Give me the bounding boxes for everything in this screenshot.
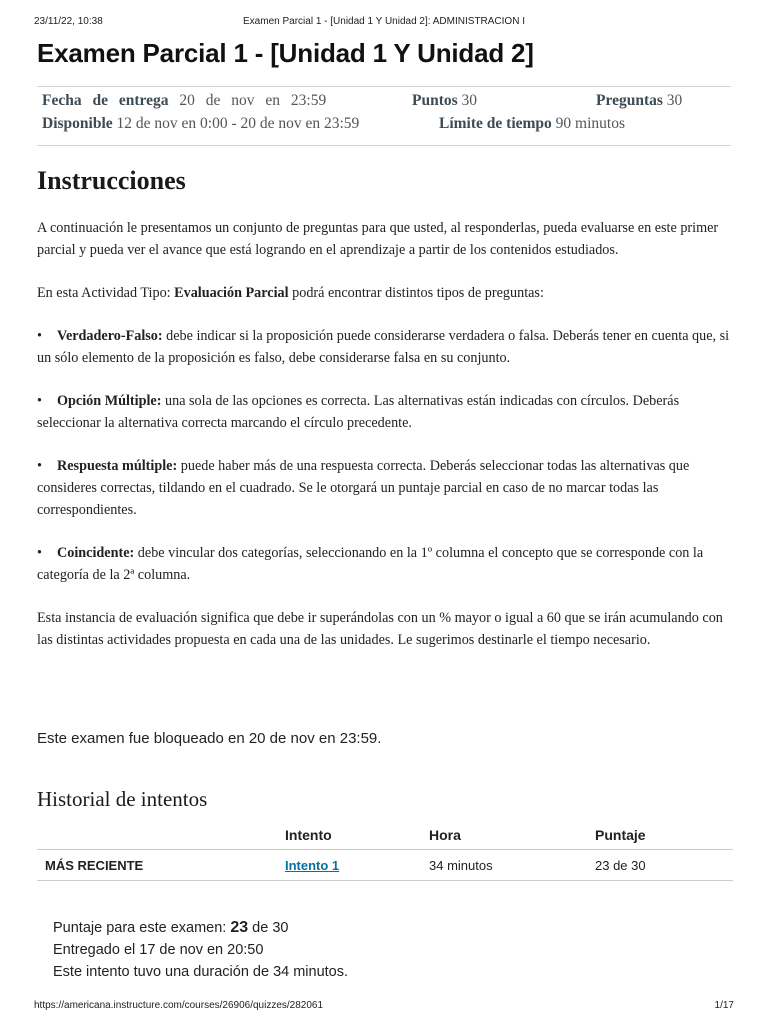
question-type-desc: debe indicar si la proposición puede considerarse verdadera o falsa. Deberás tener en cuenta que, si un sólo elemento de la proposición es falso, debe considerarse falsa en su conjunto. <box>37 328 730 366</box>
points-value: 30 <box>461 92 478 109</box>
time-limit <box>439 115 625 133</box>
availability <box>42 115 359 133</box>
question-type-term: Respuesta múltiple: <box>57 458 178 474</box>
question-type-term: Coincidente: <box>57 545 135 561</box>
column-header-blank <box>37 821 277 850</box>
print-page-number: 1/17 <box>714 1000 734 1011</box>
question-type-term: Verdadero-Falso: <box>57 328 163 344</box>
due-date <box>42 92 326 110</box>
column-header-time: Hora <box>421 821 587 850</box>
quiz-details-row-2 <box>42 115 731 137</box>
score-value: 23 <box>230 919 249 936</box>
availability-value: 12 de nov en 0:00 - 20 de nov en 23:59 <box>116 115 360 132</box>
availability-label: Disponible <box>42 115 113 132</box>
instructions-intro: A continuación le presentamos un conjunto de preguntas para que usted, al responderlas, pueda evaluarse en este primer parcial y pueda ver el avance que está logrando en el aprendizaje a partir de los contenidos estudiados. <box>37 220 719 258</box>
activity-type-line: En esta Actividad Tipo: Evaluación Parcial podrá encontrar distintos tipos de preguntas: <box>37 285 544 301</box>
print-doc-title: Examen Parcial 1 - [Unidad 1 Y Unidad 2]: ADMINISTRACION I <box>243 16 525 27</box>
instructions-body <box>37 217 733 672</box>
bullet: • <box>37 545 42 561</box>
question-type-desc: puede haber más de una respuesta correcta. Deberás seleccionar todas las alternativas que consideres correctas, tildando en el cuadrado. Se le otorgará un puntaje parcial en caso de no marcar todas las correspondientes. <box>37 458 690 518</box>
time-limit-value: 90 minutos <box>555 115 625 132</box>
submitted-line: Entregado el 17 de nov en 20:50 <box>53 942 264 958</box>
score-line: Puntaje para este examen: 23 de 30 <box>53 919 289 936</box>
bullet: • <box>37 393 42 409</box>
page-title: Examen Parcial 1 - [Unidad 1 Y Unidad 2] <box>37 38 534 68</box>
question-type-item <box>37 390 733 434</box>
attempt-label: MÁS RECIENTE <box>37 850 277 881</box>
question-type-term: Opción Múltiple: <box>57 393 162 409</box>
attempt-history-heading: Historial de intentos <box>37 787 208 811</box>
question-type-desc: debe vincular dos categorías, seleccionando en la 1º columna el concepto que se corresponde con la categoría de la 2ª columna. <box>37 545 704 583</box>
attempt-cell <box>277 850 421 881</box>
print-url: https://americana.instructure.com/courses/26906/quizzes/282061 <box>34 1000 324 1011</box>
points <box>412 92 477 110</box>
table-row <box>37 850 733 881</box>
points-label: Puntos <box>412 92 458 109</box>
column-header-score: Puntaje <box>587 821 733 850</box>
time-limit-label: Límite de tiempo <box>439 115 552 132</box>
instructions-closing: Esta instancia de evaluación significa que debe ir superándolas con un % mayor o igual a 60 que se irán acumulando con las distintas actividades propuesta en cada una de las unidades. Le sugerimos destinarle el tiempo necesario. <box>37 610 723 648</box>
questions-label: Preguntas <box>596 92 663 109</box>
quiz-details-row-1 <box>42 92 731 114</box>
question-type-item <box>37 325 733 369</box>
table-header-row <box>37 821 733 850</box>
bullet: • <box>37 458 42 474</box>
question-type-desc: una sola de las opciones es correcta. Las alternativas están indicadas con círculos. Deberás seleccionar la alternativa correcta marcando el círculo precedente. <box>37 393 680 431</box>
activity-type: Evaluación Parcial <box>174 285 289 301</box>
due-date-label: Fecha de entrega <box>42 92 169 109</box>
column-header-attempt: Intento <box>277 821 421 850</box>
score-summary <box>53 917 348 983</box>
attempt-time: 34 minutos <box>421 850 587 881</box>
attempt-link[interactable]: Intento 1 <box>285 857 340 873</box>
attempt-history-table <box>37 821 733 881</box>
questions-value: 30 <box>666 92 683 109</box>
locked-notice: Este examen fue bloqueado en 20 de nov en 23:59. <box>37 730 382 747</box>
due-date-value: 20 de nov en 23:59 <box>179 92 327 109</box>
print-header <box>34 16 734 30</box>
print-footer <box>34 1000 734 1014</box>
question-type-item <box>37 455 733 521</box>
print-datetime: 23/11/22, 10:38 <box>34 16 103 27</box>
question-type-item <box>37 542 733 586</box>
attempt-score: 23 de 30 <box>587 850 733 881</box>
instructions-heading: Instrucciones <box>37 166 186 195</box>
questions <box>596 92 682 110</box>
bullet: • <box>37 328 42 344</box>
quiz-details <box>37 86 731 146</box>
duration-line: Este intento tuvo una duración de 34 minutos. <box>53 964 349 980</box>
